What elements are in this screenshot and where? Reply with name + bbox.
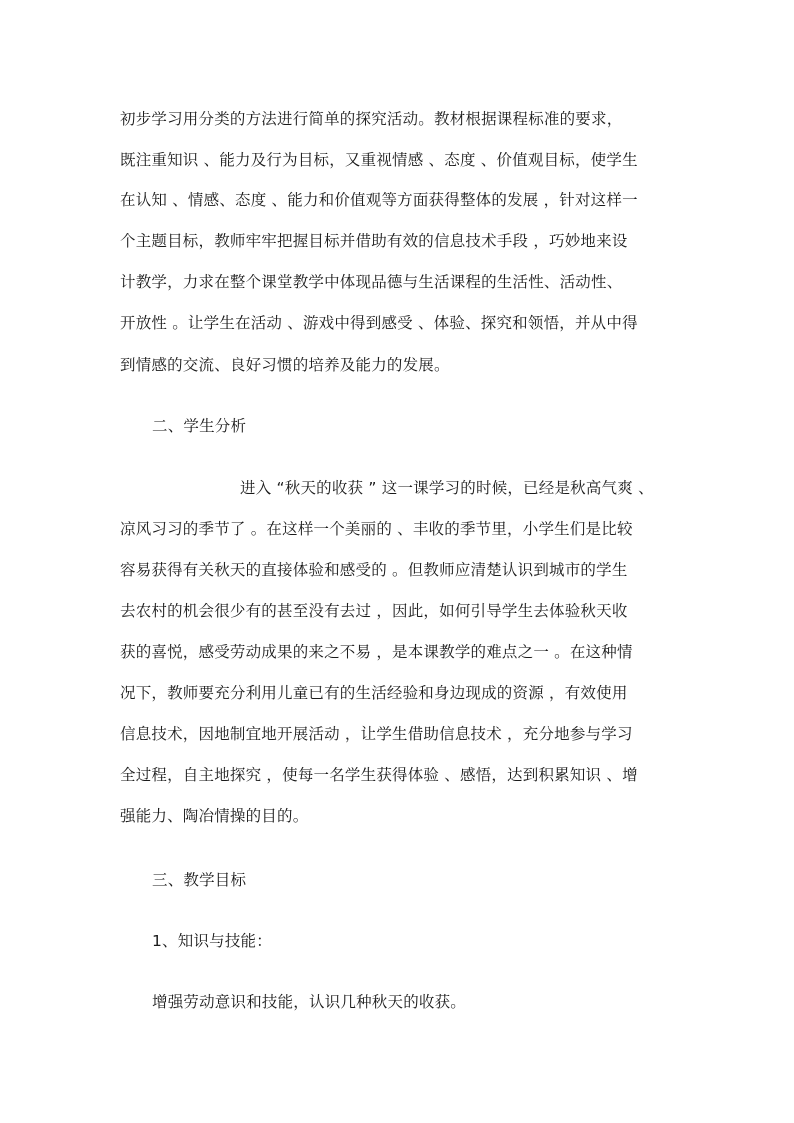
paragraph-line: 强能力、陶冶情操的目的。 (120, 807, 309, 825)
paragraph-line: 初步学习用分类的方法进行简单的探究活动。教材根据课程标准的要求， (120, 110, 623, 128)
paragraph-line: 开放性 。让学生在活动 、游戏中得到感受 、体验、探究和领悟，并从中得 (120, 314, 638, 332)
paragraph-line: 去农村的机会很少有的甚至没有去过 ，因此，如何引导学生去体验秋天收 (120, 602, 628, 620)
paragraph-line: 进入 “秋天的收获 ” 这一课学习的时候，已经是秋高气爽 、 (240, 479, 654, 497)
paragraph-line: 在认知 、情感、态度 、能力和价值观等方面获得整体的发展 ，针对这样一 (120, 191, 638, 209)
paragraph-line: 计教学，力求在整个课堂教学中体现品德与生活课程的生活性、活动性、 (120, 273, 623, 291)
paragraph-line: 况下，教师要充分利用儿童已有的生活经验和身边现成的资源 ，有效使用 (120, 684, 628, 702)
goal-item-heading: 1、知识与技能： (152, 932, 272, 950)
section-heading-teaching-goals: 三、教学目标 (152, 871, 247, 889)
paragraph-line: 获的喜悦，感受劳动成果的来之不易 ，是本课教学的难点之一 。在这种情 (120, 643, 633, 661)
section-heading-student-analysis: 二、学生分析 (152, 417, 247, 435)
paragraph-line: 既注重知识 、能力及行为目标，又重视情感 、态度 、价值观目标，使学生 (120, 151, 638, 169)
paragraph-line: 到情感的交流、良好习惯的培养及能力的发展。 (120, 356, 450, 374)
paragraph-line: 凉风习习的季节了 。在这样一个美丽的 、丰收的季节里，小学生们是比较 (120, 520, 633, 538)
paragraph-line: 全过程，自主地探究 ，使每一名学生获得体验 、感悟，达到积累知识 、增 (120, 766, 638, 784)
goal-item-text: 增强劳动意识和技能，认识几种秋天的收获。 (152, 993, 467, 1011)
paragraph-line: 容易获得有关秋天的直接体验和感受的 。但教师应清楚认识到城市的学生 (120, 561, 628, 579)
paragraph-line: 信息技术，因地制宜地开展活动 ，让学生借助信息技术 ，充分地参与学习 (120, 725, 633, 743)
paragraph-line: 个主题目标，教师牢牢把握目标并借助有效的信息技术手段 ，巧妙地来设 (120, 232, 628, 250)
